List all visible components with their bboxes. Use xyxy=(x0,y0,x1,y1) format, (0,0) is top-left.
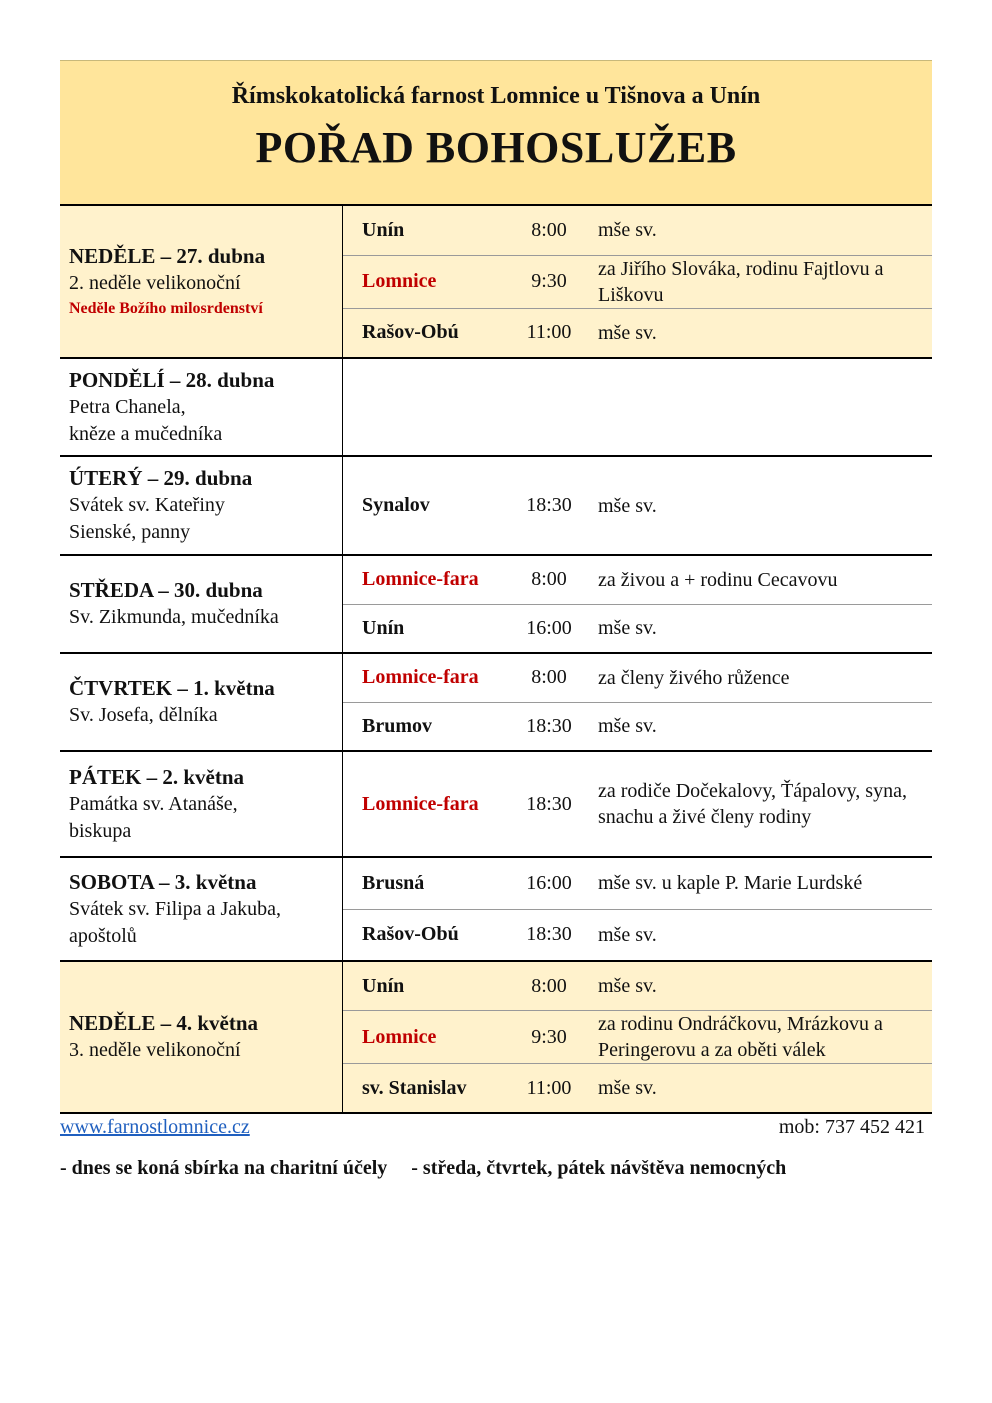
day-name: SOBOTA – 3. května xyxy=(69,869,257,894)
day-cell xyxy=(60,359,343,455)
mass-row xyxy=(343,206,932,256)
mass-intention: mše sv. xyxy=(598,975,657,997)
day-feast: Sv. Zikmunda, mučedníka xyxy=(69,606,279,628)
mass-place: Unín xyxy=(362,974,405,997)
mass-intention: mše sv. xyxy=(598,321,657,344)
mass-list xyxy=(343,556,932,652)
day-feast: Památka sv. Atanáše, xyxy=(69,792,238,815)
day-cell xyxy=(60,457,343,554)
mass-list xyxy=(343,962,932,1112)
day-feast: Svátek sv. Filipa a Jakuba, xyxy=(69,897,282,920)
day-feast-line2: Sienské, panny xyxy=(69,521,191,543)
day-name: NEDĚLE – 4. května xyxy=(69,1011,259,1035)
mass-place: Lomnice xyxy=(362,270,437,292)
mass-place: Lomnice-fara xyxy=(362,568,479,591)
mass-time: 9:30 xyxy=(531,270,567,292)
day-cell xyxy=(60,206,343,357)
mass-time: 8:00 xyxy=(531,218,567,241)
mass-row xyxy=(343,1011,932,1064)
day-name: STŘEDA – 30. dubna xyxy=(69,578,263,602)
mass-row xyxy=(343,752,932,856)
mass-intention: mše sv. xyxy=(598,617,657,640)
day-row-sunday-4 xyxy=(60,962,932,1114)
page-title: POŘAD BOHOSLUŽEB xyxy=(255,123,737,172)
day-row-wednesday xyxy=(60,556,932,654)
mass-row xyxy=(343,910,932,961)
note-collection: - dnes se koná sbírka na charitní účely xyxy=(60,1157,388,1179)
mass-list xyxy=(343,457,932,554)
mass-intention: mše sv. xyxy=(598,923,657,946)
mass-row xyxy=(343,457,932,554)
mass-intention: mše sv. xyxy=(598,1077,657,1099)
mass-place: sv. Stanislav xyxy=(362,1076,467,1099)
mass-list xyxy=(343,206,932,357)
mass-row xyxy=(343,605,932,653)
mass-intention: za Jiřího Slováka, rodinu Fajtlovu a Liškovu xyxy=(598,257,884,306)
mass-place: Lomnice-fara xyxy=(362,666,479,689)
day-row-friday xyxy=(60,752,932,858)
mass-list xyxy=(343,654,932,750)
day-feast-highlight: Neděle Božího milosrdenství xyxy=(69,299,263,317)
day-feast-line2: apoštolů xyxy=(69,924,137,947)
mass-intention: za živou a + rodinu Cecavovu xyxy=(598,568,838,591)
mass-place: Rašov-Obú xyxy=(362,923,459,946)
mass-row xyxy=(343,654,932,703)
day-feast: Svátek sv. Kateřiny xyxy=(69,494,225,516)
mass-intention: mše sv. xyxy=(598,715,657,738)
mass-intention: mše sv. xyxy=(598,219,657,242)
day-feast-line2: kněze a mučedníka xyxy=(69,422,223,445)
phone-number: mob: 737 452 421 xyxy=(778,1116,925,1138)
mass-row xyxy=(343,703,932,751)
mass-time: 11:00 xyxy=(526,321,572,344)
day-feast: Sv. Josefa, dělníka xyxy=(69,704,218,726)
mass-list-empty xyxy=(343,359,932,455)
day-feast-line2: biskupa xyxy=(69,819,132,842)
mass-time: 18:30 xyxy=(526,923,572,946)
mass-time: 18:30 xyxy=(526,714,572,737)
day-name: PONDĚLÍ – 28. dubna xyxy=(69,367,275,392)
day-cell xyxy=(60,556,343,652)
footer-notes xyxy=(60,1157,932,1180)
mass-time: 8:00 xyxy=(531,666,567,689)
day-row-saturday xyxy=(60,858,932,962)
mass-time: 9:30 xyxy=(531,1025,567,1048)
mass-row xyxy=(343,1064,932,1112)
mass-time: 16:00 xyxy=(526,616,572,639)
day-row-thursday xyxy=(60,654,932,752)
day-name: ÚTERÝ – 29. dubna xyxy=(69,466,253,490)
mass-row xyxy=(343,962,932,1011)
day-row-sunday-27 xyxy=(60,206,932,359)
mass-time: 18:30 xyxy=(526,792,572,815)
mass-time: 8:00 xyxy=(531,974,567,997)
mass-intention: za rodiče Dočekalovy, Ťápalovy, syna, snachu a živé členy rodiny xyxy=(598,780,907,828)
mass-place: Brusná xyxy=(362,871,425,894)
day-cell xyxy=(60,752,343,856)
mass-place: Lomnice-fara xyxy=(362,792,479,815)
mass-row xyxy=(343,556,932,605)
mass-place: Lomnice xyxy=(362,1025,437,1048)
day-feast: 3. neděle velikonoční xyxy=(69,1039,241,1061)
day-row-monday xyxy=(60,359,932,457)
day-name: ČTVRTEK – 1. května xyxy=(69,676,275,700)
mass-intention: mše sv. xyxy=(598,494,657,517)
parish-name: Římskokatolická farnost Lomnice u Tišnova a Unín xyxy=(231,83,761,109)
footer-contact xyxy=(60,1116,932,1139)
mass-time: 11:00 xyxy=(526,1076,572,1099)
day-cell xyxy=(60,654,343,750)
mass-list xyxy=(343,858,932,960)
mass-time: 16:00 xyxy=(526,871,572,894)
day-row-tuesday xyxy=(60,457,932,556)
mass-place: Brumov xyxy=(362,714,432,737)
mass-row xyxy=(343,858,932,910)
mass-place: Unín xyxy=(362,616,405,639)
mass-place: Rašov-Obú xyxy=(362,321,459,344)
mass-place: Synalov xyxy=(362,494,430,516)
website-link[interactable]: www.farnostlomnice.cz xyxy=(60,1116,250,1138)
mass-intention: za rodinu Ondráčkovu, Mrázkovu a Peringerovu a za oběti válek xyxy=(598,1013,883,1061)
mass-row xyxy=(343,309,932,358)
day-feast: 2. neděle velikonoční xyxy=(69,271,241,294)
day-cell xyxy=(60,858,343,960)
mass-row xyxy=(343,256,932,309)
day-name: PÁTEK – 2. května xyxy=(69,764,245,789)
mass-intention: mše sv. u kaple P. Marie Lurdské xyxy=(598,872,863,895)
day-cell xyxy=(60,962,343,1112)
mass-time: 8:00 xyxy=(531,568,567,591)
day-name: NEDĚLE – 27. dubna xyxy=(69,243,266,268)
header-banner xyxy=(60,60,932,206)
mass-place: Unín xyxy=(362,218,405,241)
note-sick-visits: - středa, čtvrtek, pátek návštěva nemocných xyxy=(411,1157,787,1179)
schedule-sheet xyxy=(60,60,932,1180)
mass-time: 18:30 xyxy=(526,494,572,516)
mass-intention: za členy živého růžence xyxy=(598,666,790,689)
day-feast: Petra Chanela, xyxy=(69,395,186,418)
mass-list xyxy=(343,752,932,856)
